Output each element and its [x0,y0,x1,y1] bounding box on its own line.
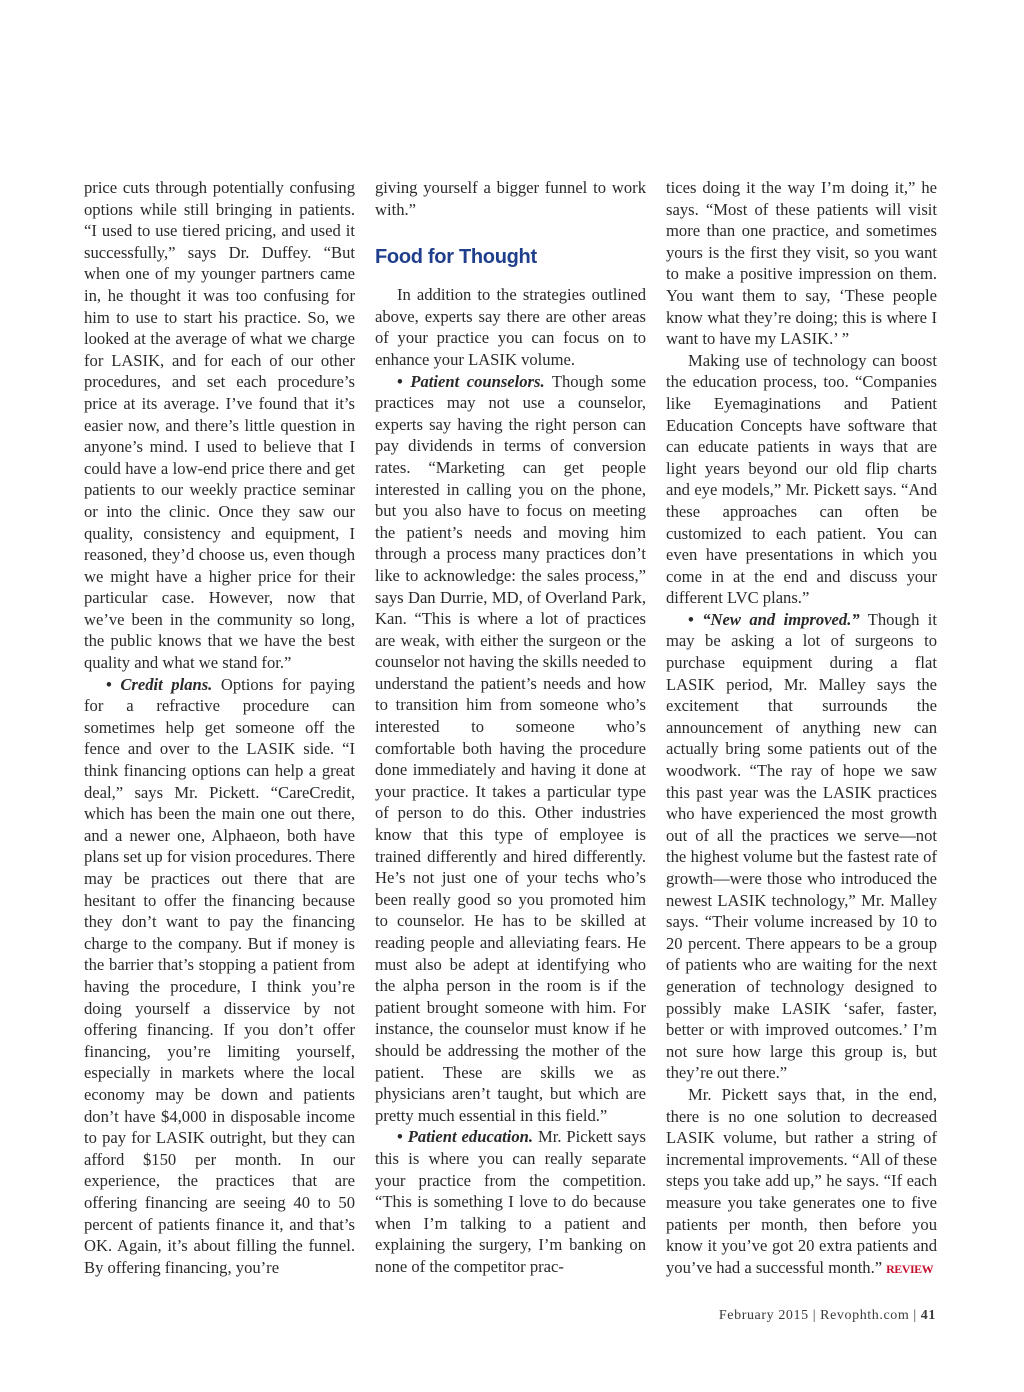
paragraph-text: Though it may be asking a lot of surgeons to purchase equipment during a flat LASIK period, Mr. Malley says the excitement that surrounds the announcement of anything new can actually bring some patients out of the woodwork. “The ray of hope we saw this past year was the LASIK practices who have experienced the most growth out of all the practices we serve—not the highest volume but the fastest rate of growth—were those who introduced the newest LASIK technology,” Mr. Malley says. “Their volume increased by 10 to 20 percent. There appears to be a group of patients who are waiting for the next generation of technology designed to possibly make LASIK ‘safer, faster, better or with improved outcomes.’ I’m not sure how large this group is, but they’re out there.” [666,609,938,1083]
paragraph-text: Mr. Pickett says that, in the end, there is no one solution to decreased LASIK volume, but rather a string of incremental improvements. “All of these steps you take add up,” he says. “If each measure you take generates one to five patients per month, then before you know it you’ve got 20 extra patients and you’ve had a successful month.” [666,1084,937,1277]
page-number: 41 [920,1308,936,1323]
paragraph: tices doing it the way I’m doing it,” he says. “Most of these patients will visit more than one practice, and sometimes yours is the first they visit, so you want to make a positive impression on them. You want them to say, ‘These people know what they’re doing; this is where I want to have my LASIK.’ ” [666,178,937,349]
paragraph: price cuts through potentially confusing options while still bringing in patients. “I used to use tiered pricing, and used it successfully,” says Dr. Duffey. “But when one of my younger partners came in, he thought it was too confusing for him to use to start his practice. So, we looked at the average of what we charge for LASIK, and for each of our other procedures, and set each procedure’s price at its average. I’ve found that it’s easier now, and there’s little question in anyone’s mind. I used to believe that I could have a low-end price there and get patients to our weekly practice seminar or into the clinic. Once they saw our quality, consistency and equipment, I reasoned, they’d choose us, even though we might have a higher price for their particular case. However, now that we’ve been in the community so long, the public knows that we have the best quality and what we stand for.” [84,178,355,673]
paragraph-patient-counselors [375,371,646,1127]
bullet: • [397,1127,403,1147]
paragraph-text: Mr. Pickett says this is where you can really separate your practice from the competition. “This is something I love to do because when I’m talking to a patient and explaining the surgery, I’m banking on none of the competitor prac- [375,1127,647,1276]
run-in-heading: “New and improved.” [702,609,860,629]
footer-date: February 2015 [718,1308,809,1323]
section-heading: Food for Thought [375,246,537,269]
paragraph: Making use of technology can boost the education process, too. “Companies like Eyemaginations and Patient Education Concepts have software that can educate patients in ways that are light years beyond our old flip charts and eye models,” Mr. Pickett says. “And these approaches can often be customized to each patient. You can even have presentations in which you come in at the end and discuss your different LVC plans.” [666,350,937,608]
bullet: • [106,674,112,694]
paragraph-credit-plans [84,674,355,1279]
article-column-1 [84,177,355,1278]
run-in-heading: Credit plans. [120,674,213,694]
review-end-mark: REVIEW [886,1261,934,1276]
footer-site: Revophth.com [820,1308,910,1323]
bullet: • [688,609,694,629]
paragraph: giving yourself a bigger funnel to work with.” [375,178,646,219]
run-in-heading: Patient education. [407,1127,534,1147]
page-footer [719,1308,936,1324]
article-column-2 [375,177,646,1278]
bullet: • [397,371,403,391]
run-in-heading: Patient counselors. [410,371,545,391]
paragraph-closing [666,1084,937,1280]
footer-separator: | [913,1308,917,1323]
footer-separator: | [812,1308,817,1323]
paragraph-text: Options for paying for a refractive procedure can sometimes help get someone off the fence and over to the LASIK side. “I think financing options can help a great deal,” says Mr. Pickett. “CareCredit, which has been the main one out there, and a newer one, Alphaeon, both have plans set up for vision procedures. There may be practices out there that are hesitant to offer the financing because they don’t want to pay the financing charge to the company. But if money is the barrier that’s stopping a patient from having the procedure, I think you’re doing yourself a disservice by not offering financing. If you don’t offer financing, you’re limiting yourself, especially in markets where the local economy may be down and patients don’t have $4,000 in disposable income to pay for LASIK outright, but they can afford $150 per month. In our experience, the practices that are offering financing are seeing 40 to 50 percent of patients finance it, and that’s OK. Again, it’s about filling the funnel. By offering financing, you’re [84,674,355,1277]
paragraph-patient-education [375,1126,646,1277]
paragraph-new-and-improved [666,609,937,1084]
paragraph-text: Though some practices may not use a counselor, experts say having the right person can pay dividends in terms of conversion rates. “Marketing can get people interested in calling you on the phone, but you also have to focus on meeting the patient’s needs and moving him through a process many practices don’t like to acknowledge: the sales process,” says Dan Durrie, MD, of Overland Park, Kan. “This is where a lot of practices are weak, with either the surgeon or the counselor not having the skills needed to understand the patient’s needs and how to transition him from someone who’s interested to someone who’s comfortable both having the procedure done immediately and having it done at your practice. It takes a particular type of person to do this. Other industries know that this type of employee is trained differently and hired differently. He’s not just one of your techs who’s been really good so you promoted him to counselor. He has to be skilled at reading people and alleviating fears. He must also be adept at identifying who the alpha person in the room is if the patient brought someone with him. For instance, the counselor must know if he should be addressing the mother of the patient. These are skills we as physicians aren’t taught, but which are pretty much essential in this field.” [375,371,646,1125]
paragraph: In addition to the strategies outlined above, experts say there are other areas of your practice you can focus on to enhance your LASIK volume. [375,285,646,369]
article-column-3 [666,177,937,1280]
